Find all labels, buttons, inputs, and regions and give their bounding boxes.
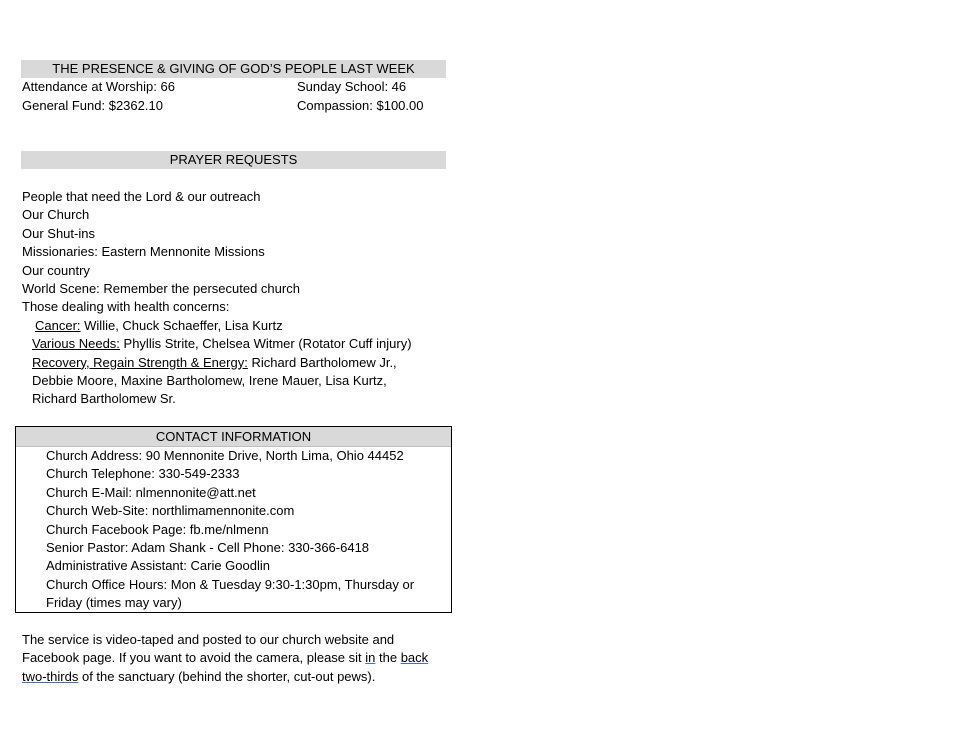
prayer-item: Our Shut-ins — [22, 225, 95, 241]
church-address: Church Address: 90 Mennonite Drive, North Lima, Ohio 44452 — [46, 448, 404, 463]
notice-text-1: The service is video-taped and posted to our church website and Facebook page. If you want to avoid the camera, please sit — [22, 632, 395, 666]
prayer-list — [22, 188, 452, 409]
needs-names: Phyllis Strite, Chelsea Witmer (Rotator Cuff injury) — [119, 336, 412, 352]
church-website: Church Web-Site: northlimamennonite.com — [46, 503, 295, 519]
giving-section-title: THE PRESENCE & GIVING OF GOD’S PEOPLE LAST WEEK — [21, 60, 446, 78]
office-hours: Church Office Hours: Mon & Tuesday 9:30-1:30pm, Thursday or Friday (times may vary) — [46, 576, 415, 611]
compassion-text: Compassion: $100.00 — [297, 98, 424, 113]
recovery-label: Recovery, Regain Strength & Energy: — [32, 354, 248, 370]
prayer-item: Our country — [22, 262, 90, 278]
prayer-item: Our Church — [22, 207, 90, 223]
prayer-item: World Scene: Remember the persecuted church — [22, 281, 300, 297]
needs-label: Various Needs: — [32, 336, 120, 352]
recovery-line — [22, 354, 452, 372]
cancer-names: Willie, Chuck Schaeffer, Lisa Kurtz — [80, 317, 283, 333]
church-telephone: Church Telephone: 330-549-2333 — [46, 466, 240, 482]
attendance-text: Attendance at Worship: 66 — [22, 79, 175, 94]
contact-section-title: CONTACT INFORMATION — [16, 427, 451, 447]
contact-box — [15, 426, 452, 613]
church-email: Church E-Mail: nlmennonite@att.net — [46, 484, 256, 500]
general-fund-text: General Fund: $2362.10 — [22, 98, 163, 113]
prayer-section-title: PRAYER REQUESTS — [21, 151, 446, 169]
notice-text-2: the — [375, 650, 401, 666]
prayer-item: People that need the Lord & our outreach — [22, 189, 261, 204]
church-facebook: Church Facebook Page: fb.me/nlmenn — [46, 521, 269, 537]
senior-pastor: Senior Pastor: Adam Shank - Cell Phone: 330-366-6418 — [46, 540, 370, 556]
recovery-names-2: Debbie Moore, Maxine Bartholomew, Irene Mauer, Lisa Kurtz, — [32, 373, 387, 389]
admin-assistant: Administrative Assistant: Carie Goodlin — [46, 558, 270, 574]
recovery-names-1: Richard Bartholomew Jr., — [247, 354, 397, 370]
notice-in: in — [365, 650, 376, 666]
needs-line — [22, 335, 452, 353]
cancer-label: Cancer: — [35, 317, 81, 333]
video-notice — [22, 631, 452, 686]
notice-back: back two-thirds — [22, 650, 429, 684]
prayer-item: Missionaries: Eastern Mennonite Missions — [22, 244, 265, 260]
sunday-school-text: Sunday School: 46 — [297, 79, 407, 94]
notice-text-3: of the sanctuary (behind the shorter, cut-out pews). — [78, 668, 376, 684]
recovery-names-3: Richard Bartholomew Sr. — [32, 391, 176, 407]
prayer-item: Those dealing with health concerns: — [22, 299, 230, 315]
cancer-line — [22, 317, 452, 335]
